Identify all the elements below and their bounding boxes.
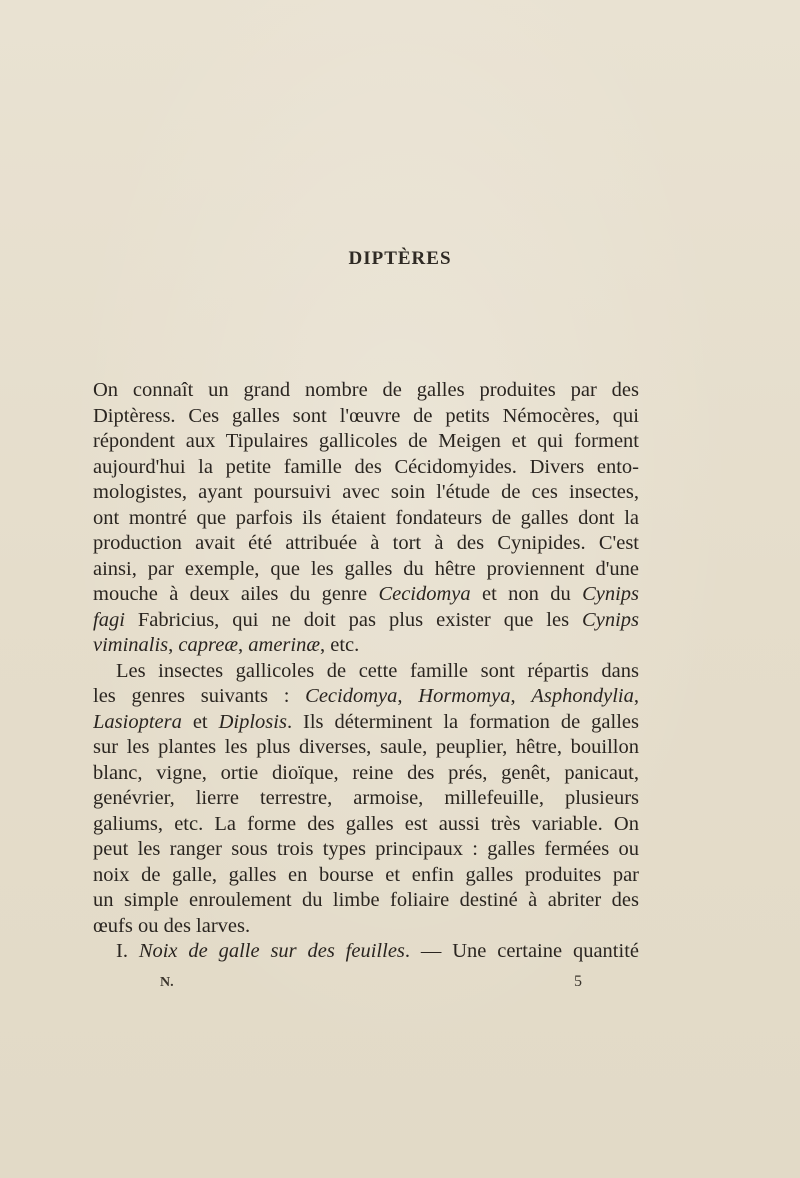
body-text (93, 378, 639, 965)
italic-text: Cecidomya (305, 685, 398, 707)
page-number: 5 (574, 973, 582, 990)
text-line (93, 531, 639, 557)
italic-text: amerinæ (248, 634, 321, 656)
text-line (93, 786, 639, 812)
text-line (93, 659, 639, 685)
text-run: peut les ranger sous trois types principaux : galles fermées ou (93, 838, 639, 860)
text-run: , (168, 634, 179, 656)
text-run: Les insectes gallicoles de cette famille sont répartis dans (116, 659, 639, 682)
text-run: et (181, 710, 219, 733)
text-line (93, 684, 639, 710)
text-line (93, 837, 639, 863)
text-run: mologistes, ayant poursuivi avec soin l'étude de ces insectes, (93, 481, 639, 503)
text-line (93, 557, 639, 583)
text-run: ont montré que parfois ils étaient fondateurs de galles dont la (93, 506, 639, 529)
text-line (93, 888, 639, 914)
text-run: répondent aux Tipulaires gallicoles de Meigen et qui forment (93, 430, 639, 452)
text-line (93, 480, 639, 506)
italic-text: Cynips (582, 608, 639, 631)
text-run: I. (116, 940, 139, 962)
text-line (93, 429, 639, 455)
italic-text: capreæ (178, 634, 239, 656)
chapter-title: DIPTÈRES (348, 248, 452, 269)
text-line (93, 506, 639, 532)
text-run: ainsi, par exemple, que les galles du hêtre proviennent d'une (93, 557, 639, 580)
signature-mark: N. (160, 975, 174, 990)
text-run: , (510, 685, 532, 707)
text-run: Fabricius, qui ne doit pas plus exister que les (124, 608, 583, 631)
text-run: et non du (470, 583, 583, 605)
text-run: sur les plantes les plus diverses, saule, peuplier, hêtre, bouillon (93, 736, 639, 758)
text-run: , (238, 634, 249, 656)
text-line (93, 812, 639, 838)
text-line (93, 378, 639, 404)
text-line (93, 633, 639, 659)
text-run: galiums, etc. La forme des galles est aussi très variable. On (93, 812, 639, 835)
text-run: production avait été attribuée à tort à des Cynipides. C'est (93, 532, 639, 554)
text-run: genévrier, lierre terrestre, armoise, millefeuille, plusieurs (93, 787, 639, 809)
text-run: . Ils déterminent la formation de galles (286, 710, 639, 733)
italic-text: Cynips (582, 583, 639, 605)
text-line (93, 939, 639, 965)
text-line (93, 608, 639, 634)
italic-text: viminalis (93, 634, 169, 656)
text-run: Diptèress. Ces galles sont l'œuvre de petits Némocères, qui (93, 404, 639, 427)
italic-text: fagi (93, 608, 125, 631)
text-line (93, 735, 639, 761)
text-line (93, 914, 639, 940)
text-line (93, 404, 639, 430)
text-line (93, 710, 639, 736)
text-run: noix de galle, galles en bourse et enfin galles produites par (93, 863, 639, 886)
text-run: blanc, vigne, ortie dioïque, reine des prés, genêt, panicaut, (93, 761, 639, 784)
text-line (93, 582, 639, 608)
italic-text: Diplosis (218, 710, 287, 733)
text-run: les genres suivants : (93, 685, 306, 707)
text-run: mouche à deux ailes du genre (93, 583, 379, 605)
text-run: aujourd'hui la petite famille des Cécidomyides. Divers ento- (93, 455, 639, 478)
text-run: , (397, 685, 419, 707)
text-line (93, 761, 639, 787)
text-line (93, 455, 639, 481)
text-run: , (633, 685, 639, 707)
italic-text: Noix de galle sur des feuilles (138, 940, 405, 962)
text-line (93, 863, 639, 889)
text-run: On connaît un grand nombre de galles produites par des (93, 379, 639, 401)
italic-text: Lasioptera (93, 710, 182, 733)
italic-text: Cecidomya (378, 583, 471, 605)
text-run: un simple enroulement du limbe foliaire destiné à abriter des (93, 889, 639, 911)
text-run: , etc. (320, 634, 360, 656)
text-run: . — Une certaine quantité (404, 940, 639, 962)
italic-text: Hormomya (418, 685, 511, 707)
italic-text: Asphondylia (531, 685, 634, 707)
text-run: œufs ou des larves. (93, 914, 251, 937)
